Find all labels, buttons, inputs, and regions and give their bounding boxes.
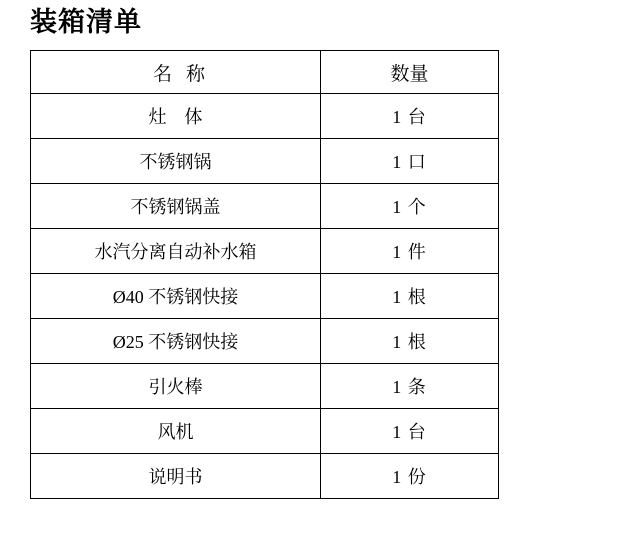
table-row: [31, 454, 499, 499]
table-row: [31, 274, 499, 319]
cell-item-name: 水汽分离自动补水箱: [31, 229, 321, 274]
cell-item-name: 不锈钢锅: [31, 139, 321, 184]
cell-item-name: Ø40 不锈钢快接: [31, 274, 321, 319]
table-row: [31, 139, 499, 184]
cell-item-quantity: 1 件: [321, 229, 499, 274]
cell-item-name: 说明书: [31, 454, 321, 499]
cell-item-quantity: 1 口: [321, 139, 499, 184]
table-row: [31, 94, 499, 139]
column-header-quantity: 数量: [321, 51, 499, 94]
packing-list-table: [30, 50, 499, 499]
table-row: [31, 184, 499, 229]
cell-item-name: 引火棒: [31, 364, 321, 409]
cell-item-quantity: 1 个: [321, 184, 499, 229]
column-header-name-text: 名: [152, 63, 186, 85]
table-row: [31, 364, 499, 409]
cell-item-quantity: 1 根: [321, 319, 499, 364]
table-header-row: [31, 51, 499, 94]
cell-item-name: 不锈钢锅盖: [31, 184, 321, 229]
cell-item-quantity: 1 根: [321, 274, 499, 319]
table-row: [31, 409, 499, 454]
cell-item-quantity: 1 条: [321, 364, 499, 409]
table-row: [31, 319, 499, 364]
column-header-name-text-2: 称: [186, 63, 206, 85]
cell-item-name: 风机: [31, 409, 321, 454]
column-header-name: [31, 51, 321, 94]
cell-item-name: 灶 体: [31, 94, 321, 139]
cell-item-quantity: 1 份: [321, 454, 499, 499]
cell-item-quantity: 1 台: [321, 94, 499, 139]
page-title: 装箱清单: [30, 7, 142, 37]
table-row: [31, 229, 499, 274]
cell-item-name: Ø25 不锈钢快接: [31, 319, 321, 364]
cell-item-quantity: 1 台: [321, 409, 499, 454]
